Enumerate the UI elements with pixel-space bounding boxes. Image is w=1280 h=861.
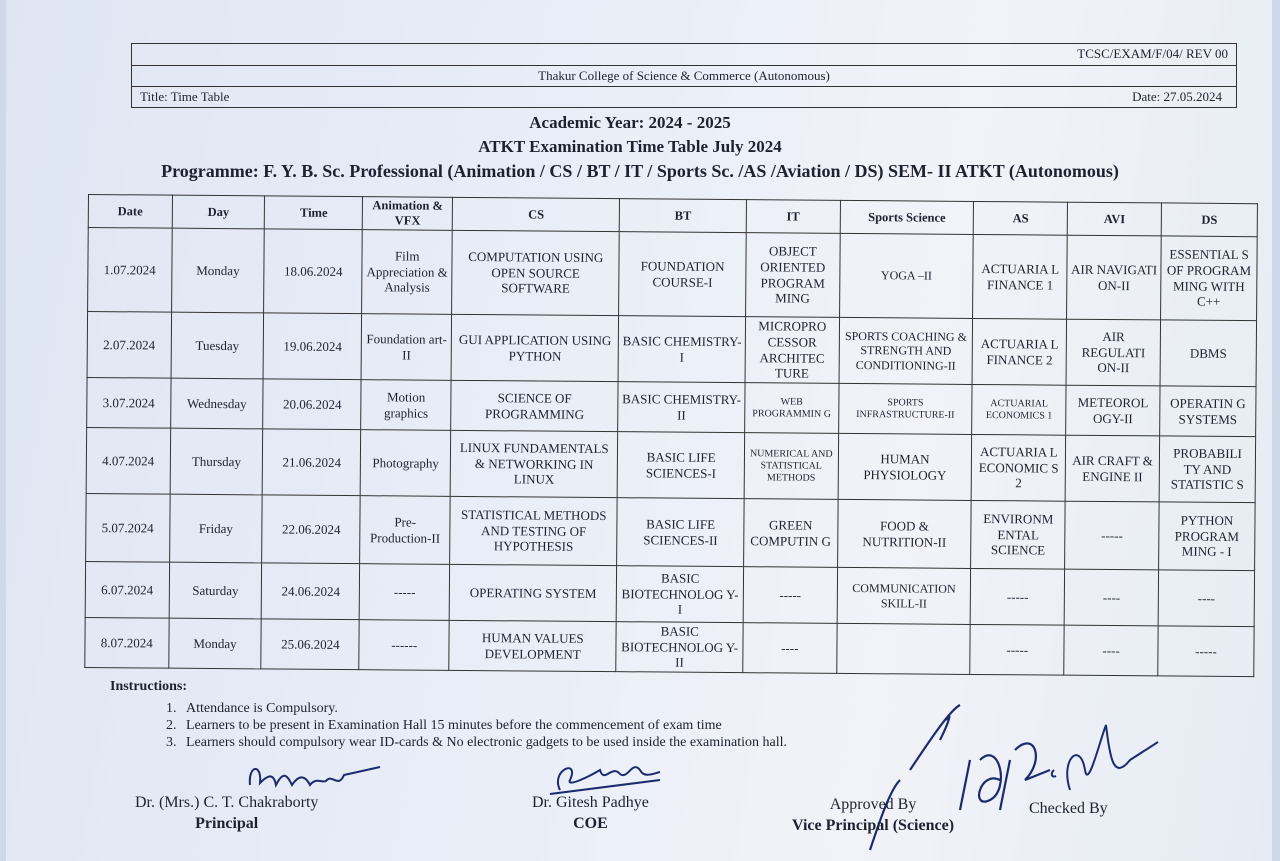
instruction-item: 2. Learners to be present in Examination Hall 15 minutes before the commencement of exam time bbox=[180, 718, 787, 734]
instructions-list bbox=[180, 701, 787, 751]
table-cell: METEOROL OGY-II bbox=[1066, 385, 1160, 436]
table-cell: Pre-Production-II bbox=[360, 496, 450, 565]
table-cell: Motion graphics bbox=[361, 380, 451, 431]
table-cell: SPORTS COACHING & STRENGTH AND CONDITIONING-II bbox=[839, 317, 973, 384]
college-name: Thakur College of Science & Commerce (Autonomous) bbox=[538, 68, 830, 83]
col-header-time: Time bbox=[265, 196, 363, 230]
col-header-day: Day bbox=[172, 195, 265, 229]
table-cell: COMPUTATION USING OPEN SOURCE SOFTWARE bbox=[452, 230, 620, 315]
col-header-ds: DS bbox=[1161, 203, 1257, 237]
table-cell: 19.06.2024 bbox=[264, 313, 362, 380]
table-cell: 6.07.2024 bbox=[85, 561, 169, 618]
table-cell: STATISTICAL METHODS AND TESTING OF HYPOTHESIS bbox=[450, 496, 618, 565]
col-header-as: AS bbox=[974, 201, 1068, 235]
table-cell: ---- bbox=[1064, 625, 1158, 676]
col-header-date: Date bbox=[88, 195, 172, 229]
table-cell: ACTUARIA L ECONOMIC S 2 bbox=[971, 434, 1065, 501]
table-cell: ----- bbox=[970, 624, 1064, 675]
coe-name: Dr. Gitesh Padhye bbox=[532, 794, 649, 811]
table-cell: WEB PROGRAMMIN G bbox=[745, 383, 839, 434]
vp-signatory bbox=[792, 796, 954, 835]
table-cell: ----- bbox=[1158, 626, 1254, 677]
table-row bbox=[86, 493, 1255, 570]
table-cell: ACTUARIA L FINANCE 1 bbox=[973, 234, 1068, 319]
table-cell: ---- bbox=[1158, 570, 1254, 627]
table-cell: OPERATIN G SYSTEMS bbox=[1160, 386, 1256, 437]
table-cell: ---- bbox=[1064, 569, 1158, 626]
col-header-sports: Sports Science bbox=[840, 200, 974, 234]
table-cell: ----- bbox=[971, 568, 1065, 625]
table-cell: ACTUARIA L FINANCE 2 bbox=[972, 318, 1066, 385]
table-cell: ---- bbox=[743, 623, 837, 674]
table-cell: BASIC LIFE SCIENCES-I bbox=[618, 432, 745, 499]
checker-signatory bbox=[1029, 800, 1108, 818]
table-cell: HUMAN VALUES DEVELOPMENT bbox=[449, 620, 617, 671]
table-cell: OPERATING SYSTEM bbox=[449, 564, 617, 621]
table-cell: OBJECT ORIENTED PROGRAM MING bbox=[745, 233, 840, 318]
col-header-bt: BT bbox=[620, 199, 747, 233]
table-cell: LINUX FUNDAMENTALS & NETWORKING IN LINUX bbox=[450, 430, 618, 497]
table-row bbox=[86, 427, 1255, 502]
approved-by-label: Approved By bbox=[829, 796, 917, 813]
coe-role: COE bbox=[573, 815, 608, 832]
table-cell: 5.07.2024 bbox=[86, 493, 170, 562]
table-cell: NUMERICAL AND STATISTICAL METHODS bbox=[744, 433, 838, 500]
instruction-item: 3. Learners should compulsory wear ID-cards & No electronic gadgets to be used inside the examination hall. bbox=[180, 735, 787, 751]
table-cell: 22.06.2024 bbox=[262, 495, 360, 564]
table-cell: 25.06.2024 bbox=[261, 619, 359, 670]
table-cell: Tuesday bbox=[171, 312, 264, 379]
document-header-box bbox=[131, 43, 1237, 108]
table-cell: GREEN COMPUTIN G bbox=[743, 499, 837, 568]
table-cell: ----- bbox=[360, 564, 450, 621]
table-cell bbox=[837, 623, 971, 674]
table-cell: FOUNDATION COURSE-I bbox=[619, 232, 746, 317]
table-cell: PROBABILI TY AND STATISTIC S bbox=[1159, 436, 1255, 503]
table-cell: AIR NAVIGATI ON-II bbox=[1067, 235, 1162, 320]
vp-role: Vice Principal (Science) bbox=[792, 817, 955, 834]
checker-signature bbox=[1040, 720, 1170, 800]
table-cell: 1.07.2024 bbox=[88, 228, 172, 313]
table-cell: Wednesday bbox=[170, 378, 263, 429]
table-cell: MICROPRO CESSOR ARCHITEC TURE bbox=[745, 317, 839, 384]
table-cell: Thursday bbox=[170, 428, 263, 495]
principal-name: Dr. (Mrs.) C. T. Chakraborty bbox=[135, 794, 319, 811]
table-cell: Friday bbox=[169, 494, 262, 563]
principal-signatory bbox=[135, 794, 318, 833]
table-cell: BASIC BIOTECHNOLOG Y-I bbox=[617, 566, 744, 623]
document-date: Date: 27.05.2024 bbox=[1132, 89, 1222, 104]
table-cell: 3.07.2024 bbox=[87, 377, 171, 428]
table-cell: YOGA –II bbox=[839, 233, 973, 318]
col-header-cs: CS bbox=[452, 197, 620, 231]
principal-role: Principal bbox=[195, 815, 259, 832]
table-cell: ENVIRONM ENTAL SCIENCE bbox=[971, 500, 1065, 569]
table-cell: Film Appreciation & Analysis bbox=[362, 230, 452, 315]
col-header-animation: Animation & VFX bbox=[363, 197, 453, 231]
timetable bbox=[84, 194, 1258, 677]
table-cell: COMMUNICATION SKILL-II bbox=[837, 567, 971, 624]
instructions-heading: Instructions: bbox=[110, 679, 188, 694]
table-cell: Foundation art-II bbox=[361, 314, 451, 381]
table-cell: 20.06.2024 bbox=[263, 379, 361, 430]
table-cell: AIR CRAFT & ENGINE II bbox=[1065, 435, 1159, 502]
coe-signature bbox=[540, 750, 680, 800]
col-header-it: IT bbox=[746, 200, 840, 234]
table-cell: Saturday bbox=[169, 562, 262, 619]
document-title: Title: Time Table bbox=[140, 89, 230, 104]
table-row bbox=[87, 312, 1256, 387]
exam-title: ATKT Examination Time Table July 2024 bbox=[478, 137, 782, 156]
table-cell: Monday bbox=[171, 228, 264, 313]
table-row bbox=[85, 561, 1254, 626]
coe-signatory bbox=[532, 794, 649, 833]
table-cell: GUI APPLICATION USING PYTHON bbox=[451, 314, 619, 381]
table-cell: FOOD & NUTRITION-II bbox=[837, 499, 971, 568]
table-cell: SCIENCE OF PROGRAMMING bbox=[451, 380, 619, 431]
table-cell: DBMS bbox=[1160, 320, 1256, 387]
table-cell: ----- bbox=[743, 567, 837, 624]
checked-by-label: Checked By bbox=[1029, 800, 1108, 817]
table-cell: ACTUARIAL ECONOMICS 1 bbox=[972, 384, 1066, 435]
table-cell: ------ bbox=[359, 620, 449, 671]
programme-title: Programme: F. Y. B. Sc. Professional (Animation / CS / BT / IT / Sports Sc. /AS /Aviation / DS) SEM- II ATKT (Autonomous) bbox=[161, 161, 1119, 181]
table-cell: 4.07.2024 bbox=[86, 427, 170, 494]
col-header-avi: AVI bbox=[1067, 202, 1161, 236]
table-cell: SPORTS INFRASTRUCTURE-II bbox=[838, 383, 972, 434]
table-cell: ESSENTIAL S OF PROGRAM MING WITH C++ bbox=[1161, 236, 1258, 321]
table-cell: BASIC CHEMISTRY-I bbox=[618, 316, 745, 383]
table-cell: 18.06.2024 bbox=[264, 229, 363, 314]
table-cell: 24.06.2024 bbox=[262, 563, 360, 620]
table-cell: BASIC LIFE SCIENCES-II bbox=[617, 498, 744, 567]
table-cell: 8.07.2024 bbox=[85, 617, 169, 668]
instructions bbox=[110, 679, 787, 752]
table-cell: HUMAN PHYSIOLOGY bbox=[838, 433, 972, 500]
table-cell: BASIC BIOTECHNOLOG Y-II bbox=[616, 622, 743, 673]
form-code: TCSC/EXAM/F/04/ REV 00 bbox=[1077, 46, 1228, 61]
table-row bbox=[85, 617, 1254, 676]
instruction-item: 1. Attendance is Compulsory. bbox=[180, 701, 787, 717]
table-cell: BASIC CHEMISTRY-II bbox=[618, 382, 745, 433]
table-cell: 2.07.2024 bbox=[87, 312, 171, 379]
table-cell: Photography bbox=[361, 430, 451, 497]
table-row bbox=[87, 377, 1256, 436]
academic-year: Academic Year: 2024 - 2025 bbox=[529, 113, 731, 132]
table-row bbox=[88, 228, 1258, 321]
vp-signature-with-date bbox=[850, 700, 1060, 860]
table-cell: 21.06.2024 bbox=[263, 429, 361, 496]
table-cell: Monday bbox=[168, 618, 261, 669]
table-cell: PYTHON PROGRAM MING - I bbox=[1159, 502, 1255, 571]
table-cell: AIR REGULATI ON-II bbox=[1066, 319, 1160, 386]
table-cell: ----- bbox=[1065, 501, 1159, 570]
